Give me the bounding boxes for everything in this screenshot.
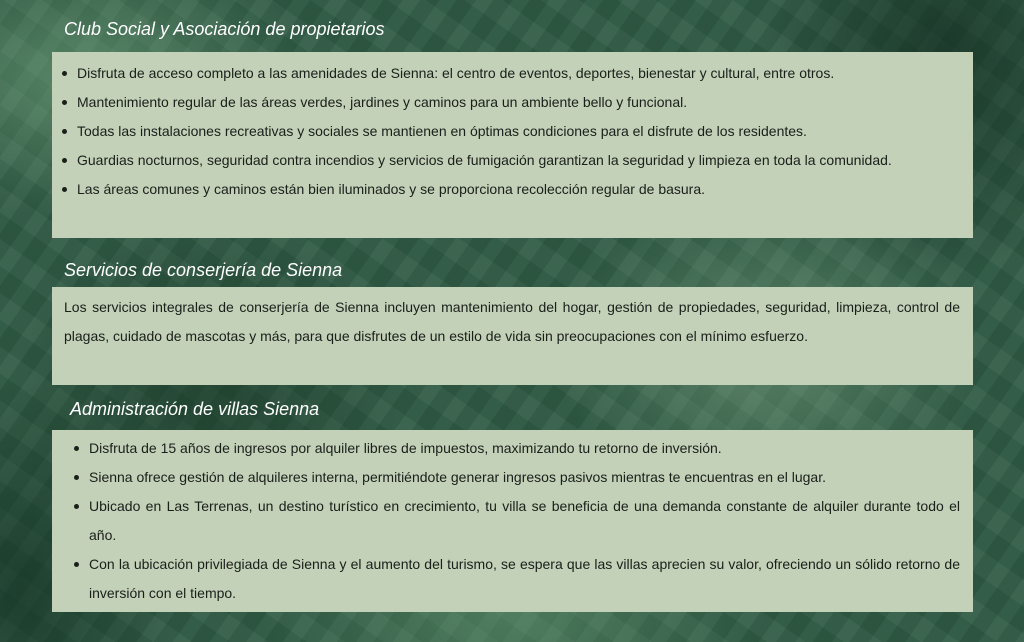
conserjeria-card bbox=[52, 287, 973, 385]
list-item: Ubicado en Las Terrenas, un destino turístico en crecimiento, tu villa se beneficia de una demanda constante de alquiler durante todo el año. bbox=[89, 492, 960, 550]
administracion-list bbox=[89, 434, 960, 608]
club-social-card bbox=[52, 52, 973, 238]
club-social-list bbox=[76, 59, 960, 204]
section-title-administracion: Administración de villas Sienna bbox=[70, 399, 320, 419]
administracion-card bbox=[52, 430, 973, 612]
list-item: Sienna ofrece gestión de alquileres interna, permitiéndote generar ingresos pasivos mientras te encuentras en el lugar. bbox=[89, 463, 960, 492]
list-item: Guardias nocturnos, seguridad contra incendios y servicios de fumigación garantizan la seguridad y limpieza en toda la comunidad. bbox=[77, 146, 960, 175]
list-item: Disfruta de 15 años de ingresos por alquiler libres de impuestos, maximizando tu retorno de inversión. bbox=[89, 434, 960, 463]
list-item: Mantenimiento regular de las áreas verdes, jardines y caminos para un ambiente bello y funcional. bbox=[77, 88, 960, 117]
list-item: Todas las instalaciones recreativas y sociales se mantienen en óptimas condiciones para el disfrute de los residentes. bbox=[77, 117, 960, 146]
list-item: Las áreas comunes y caminos están bien iluminados y se proporciona recolección regular de basura. bbox=[77, 175, 960, 204]
conserjeria-paragraph: Los servicios integrales de conserjería de Sienna incluyen mantenimiento del hogar, gestión de propiedades, seguridad, limpieza, control de plagas, cuidado de mascotas y más, para que disfrutes de un estilo de vida sin preocupaciones con el mínimo esfuerzo. bbox=[64, 299, 960, 344]
list-item: Disfruta de acceso completo a las amenidades de Sienna: el centro de eventos, deportes, bienestar y cultural, entre otros. bbox=[77, 59, 960, 88]
section-title-club-social: Club Social y Asociación de propietarios bbox=[64, 19, 385, 39]
list-item: Con la ubicación privilegiada de Sienna y el aumento del turismo, se espera que las villas aprecien su valor, ofreciendo un sólido retorno de inversión con el tiempo. bbox=[89, 550, 960, 608]
section-title-conserjeria: Servicios de conserjería de Sienna bbox=[64, 260, 343, 280]
